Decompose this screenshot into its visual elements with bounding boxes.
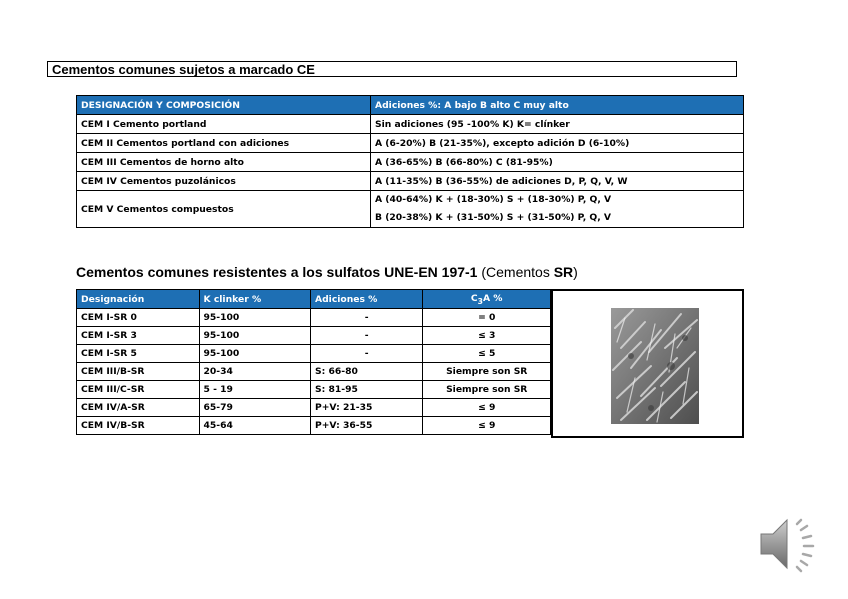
table-row [77, 115, 744, 134]
cell-designation: CEM I-SR 3 [77, 327, 200, 345]
value-line-1: A (40-64%) K + (18-30%) S + (18-30%) P, Q, V [375, 194, 612, 205]
image-frame [551, 289, 744, 438]
cell-additions: S: 66-80 [310, 363, 422, 381]
cell-c3a: Siempre son SR [423, 363, 551, 381]
cell-additions: - [310, 309, 422, 327]
table-row [77, 172, 744, 191]
cell-designation: CEM III/B-SR [77, 363, 200, 381]
page-title: Cementos comunes sujetos a marcado CE [47, 61, 737, 77]
cell-designation: CEM IV/A-SR [77, 399, 200, 417]
subtitle-sr: SR [553, 264, 574, 280]
cell-value: A (6-20%) B (21-35%), excepto adición D (6-10%) [371, 134, 744, 153]
cell-additions: - [310, 345, 422, 363]
subtitle-paren-open: (Cementos [477, 264, 554, 280]
cell-additions: P+V: 21-35 [310, 399, 422, 417]
cell-c3a: = 0 [423, 309, 551, 327]
cell-clinker: 65-79 [199, 399, 310, 417]
table-row [77, 381, 551, 399]
table-header-row [77, 96, 744, 115]
table-row [77, 399, 551, 417]
table-row [77, 345, 551, 363]
cell-name: CEM III Cementos de horno alto [77, 153, 371, 172]
cell-c3a: Siempre son SR [423, 381, 551, 399]
cell-clinker: 95-100 [199, 309, 310, 327]
cell-name: CEM IV Cementos puzolánicos [77, 172, 371, 191]
cell-designation: CEM III/C-SR [77, 381, 200, 399]
cell-c3a: ≤ 3 [423, 327, 551, 345]
composition-table [76, 95, 744, 228]
table-row [77, 363, 551, 381]
cell-designation: CEM IV/B-SR [77, 417, 200, 435]
cell-additions: P+V: 36-55 [310, 417, 422, 435]
value-line-2: B (20-38%) K + (31-50%) S + (31-50%) P, Q, V [375, 212, 612, 223]
cell-c3a: ≤ 9 [423, 399, 551, 417]
header-adiciones: Adiciones % [310, 290, 422, 309]
cell-value-multiline [371, 191, 744, 228]
cell-name: CEM II Cementos portland con adiciones [77, 134, 371, 153]
cell-c3a: ≤ 9 [423, 417, 551, 435]
cell-name: CEM V Cementos compuestos [77, 191, 371, 228]
header-designation: DESIGNACIÓN Y COMPOSICIÓN [77, 96, 371, 115]
table-row [77, 309, 551, 327]
cell-clinker: 20-34 [199, 363, 310, 381]
header-c3a [423, 290, 551, 309]
cell-clinker: 95-100 [199, 327, 310, 345]
table-row [77, 191, 744, 228]
speaker-icon[interactable] [757, 514, 827, 574]
c3a-pre: C [470, 292, 478, 304]
cell-value: A (11-35%) B (36-55%) de adiciones D, P, Q, V, W [371, 172, 744, 191]
header-additions: Adiciones %: A bajo B alto C muy alto [371, 96, 744, 115]
cell-clinker: 95-100 [199, 345, 310, 363]
table-row [77, 327, 551, 345]
c3a-post: A % [483, 292, 503, 304]
cell-clinker: 5 - 19 [199, 381, 310, 399]
cell-additions: - [310, 327, 422, 345]
cell-designation: CEM I-SR 0 [77, 309, 200, 327]
table-row [77, 153, 744, 172]
c3a-sub: 3 [477, 296, 483, 306]
subtitle-paren-close: ) [573, 264, 578, 280]
header-k-clinker: K clinker % [199, 290, 310, 309]
cell-additions: S: 81-95 [310, 381, 422, 399]
table-row [77, 134, 744, 153]
cell-clinker: 45-64 [199, 417, 310, 435]
cell-value: Sin adiciones (95 -100% K) K= clínker [371, 115, 744, 134]
sulfate-resistant-table [76, 289, 551, 435]
micrograph-image [611, 308, 699, 424]
section-subtitle [76, 264, 578, 280]
table-header-row [77, 290, 551, 309]
cell-designation: CEM I-SR 5 [77, 345, 200, 363]
cell-name: CEM I Cemento portland [77, 115, 371, 134]
cell-value: A (36-65%) B (66-80%) C (81-95%) [371, 153, 744, 172]
subtitle-main: Cementos comunes resistentes a los sulfatos UNE-EN 197-1 [76, 264, 478, 280]
header-designacion: Designación [77, 290, 200, 309]
cell-c3a: ≤ 5 [423, 345, 551, 363]
table-row [77, 417, 551, 435]
